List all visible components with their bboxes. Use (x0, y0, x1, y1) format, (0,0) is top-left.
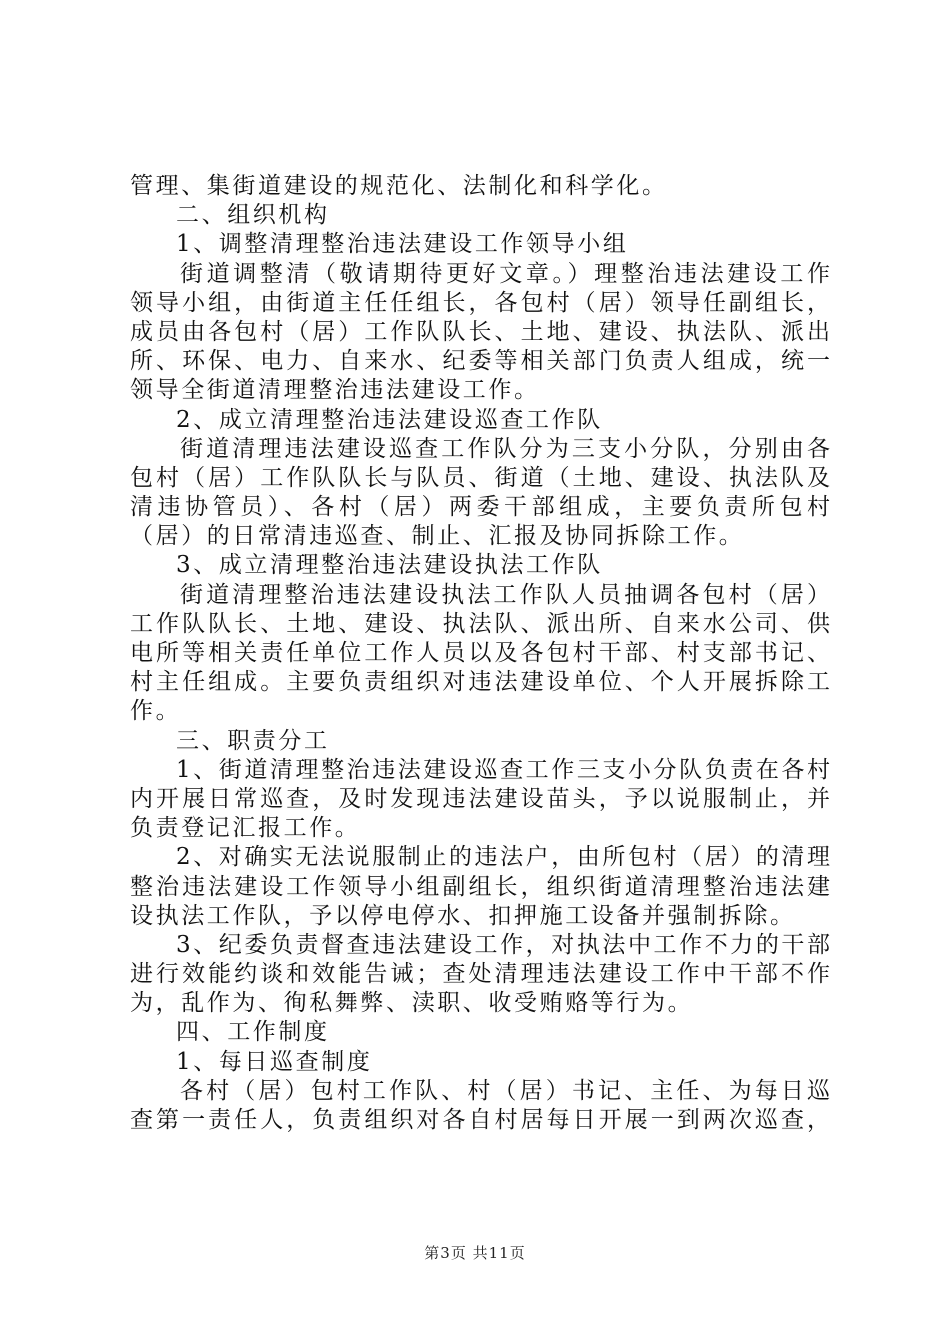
body-line: 领导小组，由街道主任任组长，各包村（居）领导任副组长， (130, 289, 830, 316)
body-line: 整治违法建设工作领导小组副组长，组织街道清理整治违法建 (130, 873, 830, 900)
body-line: 电所等相关责任单位工作人员以及各包村干部、村支部书记、 (130, 640, 830, 666)
body-line: 管理、集街道建设的规范化、法制化和科学化。 (130, 173, 668, 199)
subsection-heading: 1、调整清理整治违法建设工作领导小组 (176, 231, 629, 258)
body-line: 成员由各包村（居）工作队队长、土地、建设、执法队、派出 (130, 318, 830, 345)
body-line: 为，乱作为、徇私舞弊、渎职、收受贿赂等行为。 (130, 990, 694, 1017)
body-line: 进行效能约谈和效能告诫；查处清理违法建设工作中干部不作 (130, 961, 830, 988)
body-line: 街道调整清（敬请期待更好文章。）理整治违法建设工作 (180, 260, 830, 287)
subsection-heading: 1、每日巡查制度 (176, 1048, 373, 1075)
section-heading: 三、职责分工 (176, 727, 330, 754)
body-line: （居）的日常清违巡查、制止、汇报及协同拆除工作。 (130, 523, 745, 550)
section-heading: 四、工作制度 (176, 1019, 330, 1046)
body-line: 清违协管员）、各村（居）两委干部组成，主要负责所包村 (130, 494, 830, 521)
body-line: 工作队队长、土地、建设、执法队、派出所、自来水公司、供 (130, 610, 830, 637)
body-line: 领导全街道清理整治违法建设工作。 (130, 377, 540, 404)
body-line: 查第一责任人，负责组织对各自村居每日开展一到两次巡查， (130, 1107, 830, 1133)
body-line: 街道清理整治违法建设执法工作队人员抽调各包村（居） (180, 581, 830, 608)
body-line: 村主任组成。主要负责组织对违法建设单位、个人开展拆除工 (130, 669, 830, 696)
document-body (130, 172, 830, 1135)
body-line: 设执法工作队，予以停电停水、扣押施工设备并强制拆除。 (130, 902, 796, 929)
body-line: 所、环保、电力、自来水、纪委等相关部门负责人组成，统一 (130, 348, 830, 375)
body-line: 各村（居）包村工作队、村（居）书记、主任、为每日巡 (180, 1077, 830, 1104)
body-line: 作。 (130, 698, 182, 725)
subsection-heading: 2、成立清理整治违法建设巡查工作队 (176, 406, 603, 433)
body-line: 负责登记汇报工作。 (130, 815, 361, 842)
body-line: 包村（居）工作队队长与队员、街道（土地、建设、执法队及 (130, 464, 830, 491)
page-number-footer: 第3页 共11页 (424, 1244, 526, 1262)
body-line: 内开展日常巡查，及时发现违法建设苗头，予以说服制止，并 (130, 785, 830, 812)
body-line: 街道清理违法建设巡查工作队分为三支小分队，分别由各 (180, 435, 830, 462)
body-line: 3、纪委负责督查违法建设工作，对执法中工作不力的干部 (176, 931, 830, 958)
body-line: 2、对确实无法说服制止的违法户，由所包村（居）的清理 (176, 844, 830, 871)
body-line: 1、街道清理整治违法建设巡查工作三支小分队负责在各村 (176, 756, 830, 783)
subsection-heading: 3、成立清理整治违法建设执法工作队 (176, 552, 603, 579)
section-heading: 二、组织机构 (176, 202, 330, 229)
